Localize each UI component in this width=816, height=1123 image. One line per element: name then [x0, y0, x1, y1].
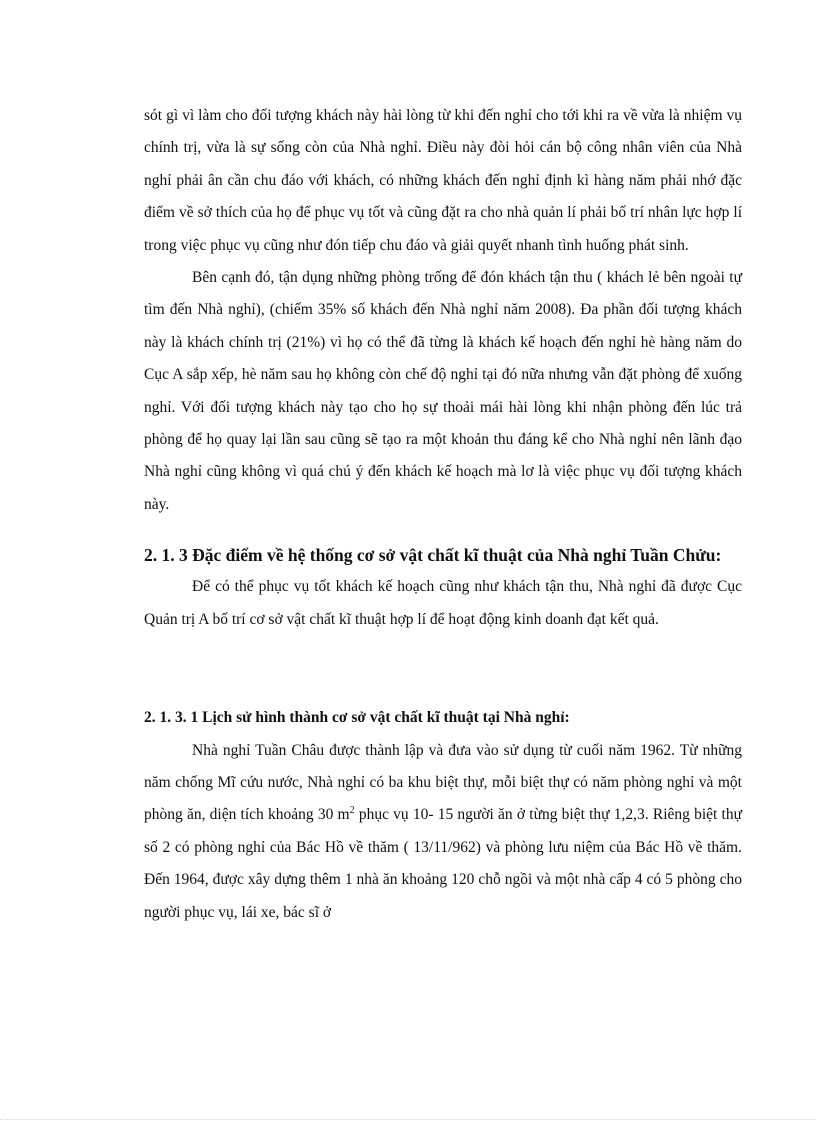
- history-text-part-1: Nhà nghỉ Tuần Châu được thành lập và đưa vào sử dụng từ cuối năm 1962. Từ những năm chống Mĩ cứu nước, Nhà nghỉ có ba khu biệt thự, mỗi biệt thự có năm phòng nghỉ và một phòng ăn, diện tích khoảng 30 m: [144, 741, 742, 824]
- history-text-part-2: phục vụ 10- 15 người ăn ở từng biệt thự 1,2,3. Riêng biệt thự số 2 có phòng nghỉ của Bác Hồ về thăm ( 13/11/962) và phòng lưu niệm của Bác Hồ về thăm. Đến 1964, được xây dựng thêm 1 nhà ăn khoảng 120 chỗ ngồi và một nhà cấp 4 có 5 phòng cho người phục vụ, lái xe, bác sĩ ở: [144, 806, 743, 921]
- section-heading-2-1-3: 2. 1. 3 Đặc điểm về hệ thống cơ sở vật chất kĩ thuật của Nhà nghỉ Tuần Chửu:: [144, 545, 722, 566]
- section-heading-2-1-3-1: 2. 1. 3. 1 Lịch sử hình thành cơ sở vật chất kĩ thuật tại Nhà nghỉ:: [144, 709, 570, 727]
- paragraph-continued: sót gì vì làm cho đối tượng khách này hài lòng từ khi đến nghỉ cho tới khi ra về vừa là nhiệm vụ chính trị, vừa là sự sống còn của Nhà nghỉ. Điều này đòi hỏi cán bộ công nhân viên của Nhà nghỉ phải ân cần chu đáo với khách, có những khách đến nghỉ định kì hàng năm phải nhớ đặc điểm về sở thích của họ để phục vụ tốt và cũng đặt ra cho nhà quản lí phải bố trí nhân lực hợp lí trong việc phục vụ cũng như đón tiếp chu đáo và giải quyết nhanh tình huống phát sinh.: [144, 107, 742, 254]
- page-bottom-border: [0, 1119, 816, 1120]
- document-body: [144, 100, 742, 929]
- paragraph-history: [144, 735, 742, 929]
- paragraph-facilities-intro: Để có thể phục vụ tốt khách kế hoạch cũng như khách tận thu, Nhà nghỉ đã được Cục Quản trị A bố trí cơ sở vật chất kĩ thuật hợp lí để hoạt động kinh doanh đạt kết quả.: [144, 578, 742, 628]
- paragraph-walk-in-guests: Bên cạnh đó, tận dụng những phòng trống để đón khách tận thu ( khách lẻ bên ngoài tự tìm đến Nhà nghỉ), (chiếm 35% số khách đến Nhà nghỉ năm 2008). Đa phần đối tượng khách này là khách chính trị (21%) vì họ có thể đã từng là khách kế hoạch đến nghỉ hè hàng năm do Cục A sắp xếp, hè năm sau họ không còn chế độ nghỉ tại đó nữa nhưng vẫn đặt phòng để xuống nghỉ. Với đối tượng khách này tạo cho họ sự thoải mái hài lòng khi nhận phòng đến lúc trả phòng để họ quay lại lần sau cũng sẽ tạo ra một khoản thu đáng kể cho Nhà nghỉ nên lãnh đạo Nhà nghỉ cũng không vì quá chú ý đến khách kế hoạch mà lơ là việc phục vụ đối tượng khách này.: [144, 269, 742, 513]
- square-meter-superscript: 2: [349, 805, 355, 817]
